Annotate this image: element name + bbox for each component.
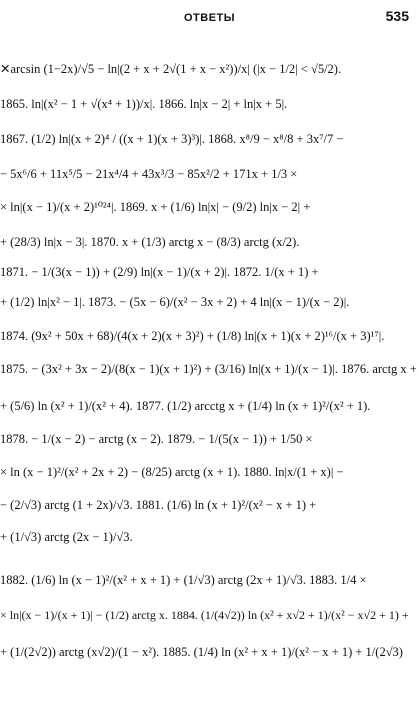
answer-line: + (5/6) ln (x² + 1)/(x² + 4). 1877. (1/2) arcctg x + (1/4) ln (x + 1)²/(x² + 1).: [0, 399, 371, 413]
answer-line: + (28/3) ln|x − 3|. 1870. x + (1/3) arctg x − (8/3) arctg (x/2).: [0, 235, 300, 249]
answer-line: 1874. (9x² + 50x + 68)/(4(x + 2)(x + 3)²) + (1/8) ln|(x + 1)(x + 2)¹⁶/(x + 3)¹⁷|.: [0, 329, 385, 343]
answer-line: 1865. ln|(x² − 1 + √(x⁴ + 1))/x|. 1866. ln|x − 2| + ln|x + 5|.: [0, 97, 288, 111]
answer-line: × ln (x − 1)²/(x² + 2x + 2) − (8/25) arctg (x + 1). 1880. ln|x/(1 + x)| −: [0, 465, 344, 479]
answer-line: × ln|(x − 1)/(x + 2)¹⁰²⁴|. 1869. x + (1/6) ln|x| − (9/2) ln|x − 2| +: [0, 200, 311, 214]
answer-line: − 5x⁶/6 + 11x⁵/5 − 21x⁴/4 + 43x³/3 − 85x²/2 + 171x + 1/3 ×: [0, 167, 298, 181]
answer-line: ✕arcsin (1−2x)/√5 − ln|(2 + x + 2√(1 + x − x²))/x| (|x − 1/2| < √5/2).: [0, 62, 342, 76]
answer-line: 1875. − (3x² + 3x − 2)/(8(x − 1)(x + 1)²) + (3/16) ln|(x + 1)/(x − 1)|. 1876. arctg x +: [0, 362, 417, 376]
answer-line: + (1/√3) arctg (2x − 1)/√3.: [0, 530, 133, 544]
running-header: ОТВЕТЫ: [183, 12, 236, 24]
answer-line: 1878. − 1/(x − 2) − arctg (x − 2). 1879. − 1/(5(x − 1)) + 1/50 ×: [0, 432, 313, 446]
answer-line: − (2/√3) arctg (1 + 2x)/√3. 1881. (1/6) ln (x + 1)²/(x² − x + 1) +: [0, 498, 317, 512]
page-number: 535: [385, 8, 409, 24]
answer-line: 1867. (1/2) ln|(x + 2)⁴ / ((x + 1)(x + 3)³)|. 1868. x⁸/9 − x⁸/8 + 3x⁷/7 −: [0, 132, 344, 146]
answer-line: 1871. − 1/(3(x − 1)) + (2/9) ln|(x − 1)/(x + 2)|. 1872. 1/(x + 1) +: [0, 265, 319, 279]
answer-line: × ln|(x − 1)/(x + 1)| − (1/2) arctg x. 1884. (1/(4√2)) ln (x² + x√2 + 1)/(x² − x√2 + 1) +: [0, 608, 409, 622]
answer-line: 1882. (1/6) ln (x − 1)²/(x² + x + 1) + (1/√3) arctg (2x + 1)/√3. 1883. 1/4 ×: [0, 573, 367, 587]
answer-line: + (1/2) ln|x² − 1|. 1873. − (5x − 6)/(x² − 3x + 2) + 4 ln|(x − 1)/(x − 2)|.: [0, 295, 350, 309]
answer-line: + (1/(2√2)) arctg (x√2)/(1 − x²). 1885. (1/4) ln (x² + x + 1)/(x² − x + 1) + 1/(2√3): [0, 645, 403, 659]
